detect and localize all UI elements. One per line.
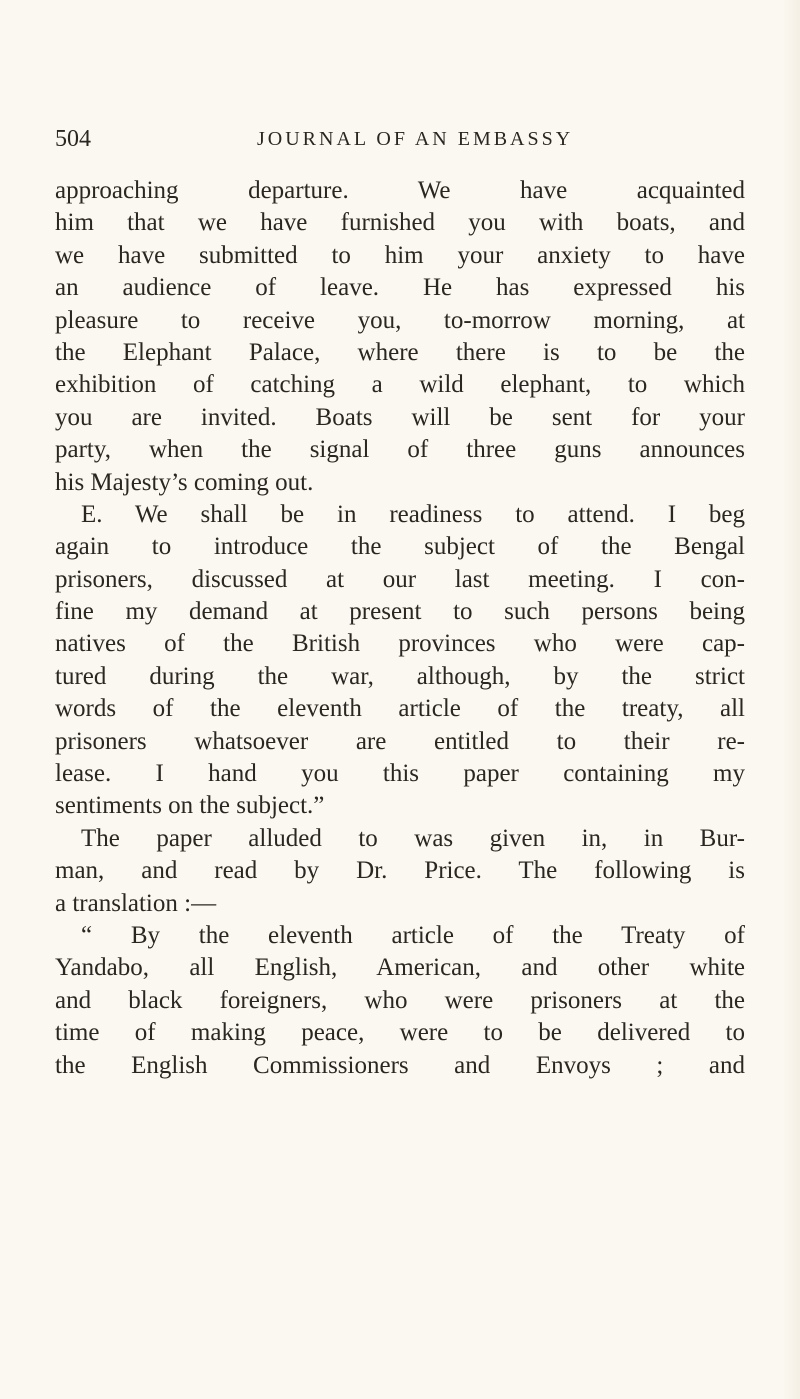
- text-line: time of making peace, were to be delivered to: [55, 1019, 745, 1047]
- text-line: the Elephant Palace, where there is to be the: [55, 338, 745, 366]
- text-line: tured during the war, although, by the strict: [55, 662, 745, 690]
- text-line: party, when the signal of three guns announces: [55, 436, 745, 464]
- page-edge-shade: [782, 0, 800, 1399]
- text-line: man, and read by Dr. Price. The following is: [55, 857, 745, 885]
- text-line: sentiments on the subject.”: [55, 792, 325, 820]
- text-line: you are invited. Boats will be sent for your: [55, 403, 745, 431]
- text-line: a translation :—: [55, 889, 217, 917]
- running-title: JOURNAL OF AN EMBASSY: [257, 128, 574, 150]
- text-line: words of the eleventh article of the treaty, all: [55, 695, 745, 723]
- text-line: again to introduce the subject of the Bengal: [55, 533, 745, 561]
- text-line: exhibition of catching a wild elephant, to which: [55, 371, 745, 399]
- text-line: lease. I hand you this paper containing my: [55, 760, 745, 788]
- text-line: E. We shall be in readiness to attend. I beg: [81, 500, 745, 528]
- text-line: an audience of leave. He has expressed his: [55, 274, 745, 302]
- text-line: The paper alluded to was given in, in Bur-: [81, 824, 745, 852]
- page-number: 504: [55, 126, 91, 152]
- text-line: natives of the British provinces who were cap-: [55, 630, 745, 658]
- text-line: Yandabo, all English, American, and other white: [55, 954, 745, 982]
- text-line: we have submitted to him your anxiety to have: [55, 241, 745, 269]
- text-line: approaching departure. We have acquainted: [55, 177, 745, 204]
- text-line: and black foreigners, who were prisoners at the: [55, 986, 745, 1014]
- text-line: prisoners, discussed at our last meeting. I con-: [55, 565, 745, 593]
- body-text: [55, 175, 745, 1082]
- text-line: him that we have furnished you with boats, and: [55, 209, 745, 237]
- text-line: prisoners whatsoever are entitled to their re-: [55, 727, 745, 755]
- text-line: fine my demand at present to such persons being: [55, 598, 745, 626]
- text-line: his Majesty’s coming out.: [55, 468, 314, 496]
- text-line: the English Commissioners and Envoys ; and: [55, 1051, 745, 1079]
- running-head: [55, 118, 745, 158]
- text-line: pleasure to receive you, to-morrow morning, at: [55, 306, 745, 334]
- text-line: “ By the eleventh article of the Treaty of: [81, 921, 745, 949]
